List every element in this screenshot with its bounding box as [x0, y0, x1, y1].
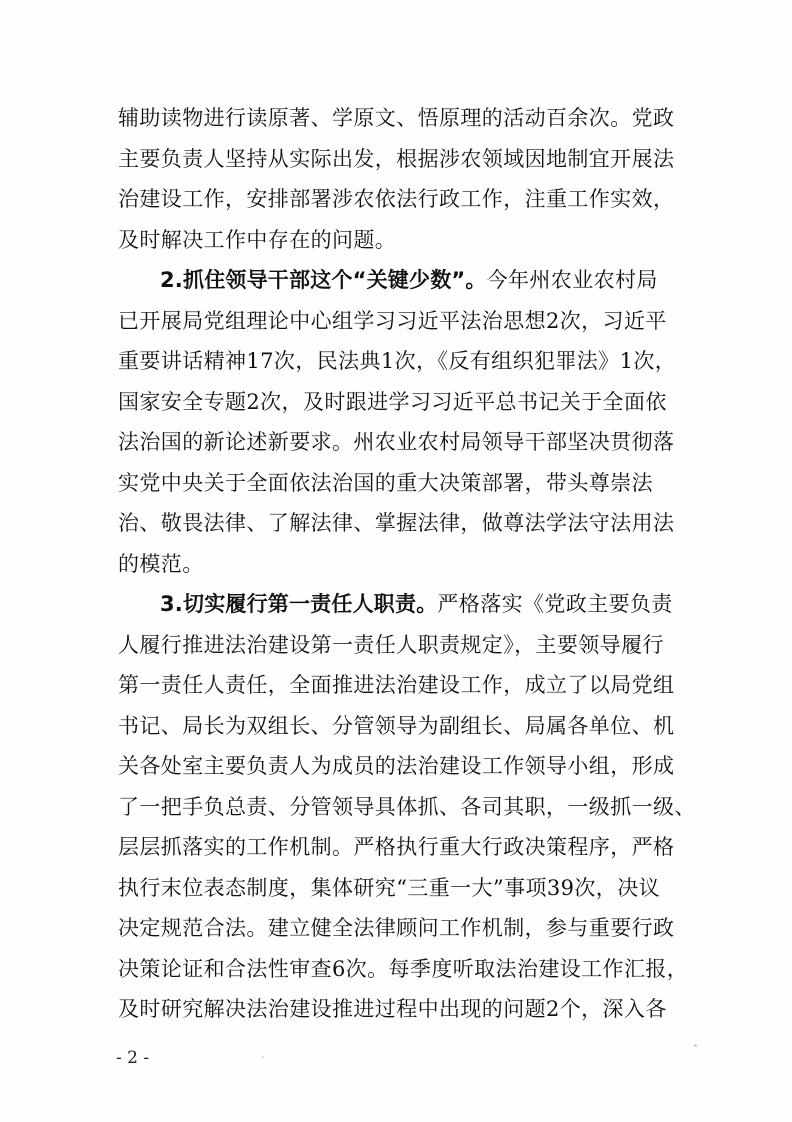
- paragraph-2-line-7: 治、敬畏法律、了解法律、掌握法律，做尊法学法守法用法: [118, 511, 675, 535]
- paragraph-3-line-10: 决策论证和合法性审查6次。每季度听取法治建设工作汇报，: [118, 957, 689, 981]
- paragraph-3-line-6: 了一把手负总责、分管领导具体抓、各司其职，一级抓一级、: [118, 795, 696, 819]
- paragraph-2-first-line: [160, 263, 658, 297]
- paragraph-3-first-line-text: 严格落实《党政主要负责: [437, 592, 673, 616]
- paragraph-3-line-11: 及时研究解决法治建设推进过程中出现的问题2个，深入各: [118, 997, 667, 1021]
- paragraph-1-line-4: 及时解决工作中存在的问题。: [118, 228, 397, 252]
- page-number: - 2 -: [116, 1048, 150, 1068]
- paragraph-3-line-7: 层层抓落实的工作机制。严格执行重大行政决策程序，严格: [118, 835, 675, 859]
- paragraph-2-line-3: 重要讲话精神17次，民法典1次，《反有组织犯罪法》1次，: [118, 349, 677, 373]
- scan-speck: [694, 1044, 697, 1047]
- paragraph-1-line-2: 主要负责人坚持从实际出发，根据涉农领域因地制宜开展法: [118, 147, 675, 171]
- section-heading-3: 3.切实履行第一责任人职责。: [160, 592, 438, 616]
- paragraph-2-line-4: 国家安全专题2次，及时跟进学习习近平总书记关于全面依: [118, 390, 667, 414]
- paragraph-3-line-4: 书记、局长为双组长、分管领导为副组长、局属各单位、机: [118, 714, 675, 738]
- paragraph-3-line-9: 决定规范合法。建立健全法律顾问工作机制，参与重要行政: [118, 916, 675, 940]
- paragraph-2-line-6: 实党中央关于全面依法治国的重大决策部署，带头尊崇法: [118, 471, 653, 495]
- paragraph-2-line-2: 已开展局党组理论中心组学习习近平法治思想2次，习近平: [118, 309, 667, 333]
- paragraph-3-line-3: 第一责任人责任，全面推进法治建设工作，成立了以局党组: [118, 673, 675, 697]
- scan-speck: [262, 1056, 264, 1058]
- paragraph-3-line-8: 执行末位表态制度，集体研究“三重一大”事项39次，决议: [118, 876, 660, 900]
- paragraph-1-line-1: 辅助读物进行读原著、学原文、悟原理的活动百余次。党政: [118, 106, 675, 130]
- paragraph-3-line-2: 人履行推进法治建设第一责任人职责规定》，主要领导履行: [118, 633, 664, 657]
- section-heading-2: 2.抓住领导干部这个“关键少数”。: [160, 268, 487, 292]
- paragraph-2-first-line-text: 今年州农业农村局: [486, 268, 658, 292]
- paragraph-2-line-5: 法治国的新论述新要求。州农业农村局领导干部坚决贯彻落: [118, 430, 675, 454]
- paragraph-3-line-5: 关各处室主要负责人为成员的法治建设工作领导小组，形成: [118, 754, 675, 778]
- paragraph-1-line-3: 治建设工作，安排部署涉农依法行政工作，注重工作实效，: [118, 187, 675, 211]
- paragraph-3-first-line: [160, 587, 673, 621]
- paragraph-2-line-8: 的模范。: [118, 552, 204, 576]
